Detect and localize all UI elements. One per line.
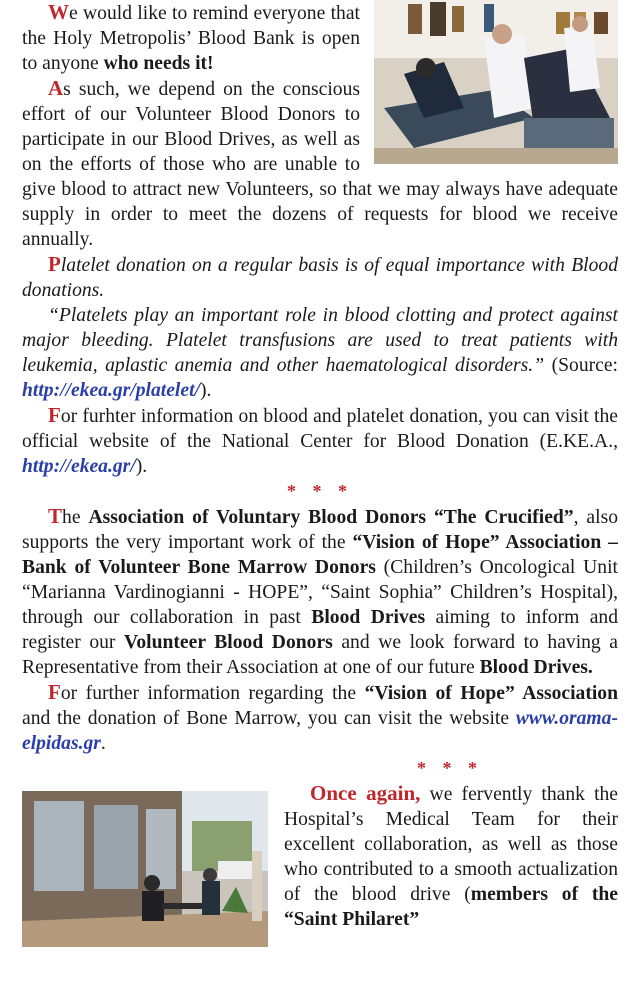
association-text: , also supports the very important work of the [22,507,618,553]
quote-paragraph [22,303,618,403]
source-label: (Source: [551,355,619,376]
ekea-paragraph [22,403,618,479]
thanks-text: we fervently thank the Hospital’s Medical Team for their excellent collaboration, as well as those who contributed to a smooth actualization of the blood drive ( [284,784,619,905]
intro-emphasis: who needs it! [103,53,214,74]
source-close: ). [199,380,212,401]
thanks-lead: Once again, [310,781,421,805]
platelet-text: latelet donation on a regular basis is of equal importance with Blood donations. [22,255,618,301]
section-separator: * * * [287,481,353,501]
blood-drive-photo [374,0,618,164]
association-paragraph [22,504,618,680]
ekea-link[interactable]: http://ekea.gr/ [22,456,136,477]
volunteer-donors-term: Volunteer Blood Donors [124,632,333,653]
drop-letter: T [48,504,63,528]
association-text: aiming to inform and register our [22,607,619,653]
ekea-close: ). [135,456,148,477]
drop-letter: W [48,0,69,24]
blood-drives-term: Blood Drives. [479,657,593,678]
orama-elpidas-link[interactable]: www.orama-elpidas.gr [22,708,618,754]
platelet-paragraph [22,252,618,303]
bone-marrow-paragraph [22,680,618,756]
newsletter-page [22,0,618,947]
vision-of-hope-name: “Vision of Hope” Association [364,683,619,704]
association-text: (Children’s Oncological Unit “Marianna Vardinogianni - HOPE”, “Saint Sophia” Children’s Hospital), through our collaboration in past [22,557,618,628]
association-text: he [62,507,89,528]
ekea-text: or furhter information on blood and platelet donation, you can visit the official website of the National Center for Blood Donation (E.KE.A., [22,406,618,452]
blood-drives-term: Blood Drives [311,607,426,628]
association-text: and we look forward to having a Representative from their Association at one of our future [22,632,618,678]
outdoor-photo [22,791,268,947]
volunteers-text: s such, we depend on the conscious effort of our Volunteer Blood Donors to participate in our Blood Drives, as well as on the efforts of those who are unable to give blood to attract new Volunteers, so that we may always have adequate supply in order to meet the dozens of requests for blood we receive annually. [22,79,618,250]
platelet-quote: “Platelets play an important role in blood clotting and protect against major bleeding. Platelet transfusions are used to treat patients with leukemia, aplastic anemia and other haematological disorders.” [22,305,618,376]
platelet-source-link[interactable]: http://ekea.gr/platelet/ [22,380,200,401]
drop-letter: F [48,680,61,704]
intro-text: e would like to remind everyone that the Holy Metropolis’ Blood Bank is open to anyone [22,3,360,74]
drop-letter: A [48,76,64,100]
vision-of-hope-name: “Vision of Hope” Association – Bank of Volunteer Bone Marrow Donors [22,532,618,578]
drop-letter: P [48,252,61,276]
bone-marrow-text: or further information regarding the [60,683,365,704]
thanks-members: members of the “Saint Philaret” [284,884,618,930]
section-separator: * * * [417,758,483,778]
drop-letter: F [48,403,61,427]
bone-marrow-text: and the donation of Bone Marrow, you can visit the website [22,708,516,729]
bone-marrow-close: . [100,733,106,754]
association-name: Association of Voluntary Blood Donors “The Crucified” [88,507,574,528]
